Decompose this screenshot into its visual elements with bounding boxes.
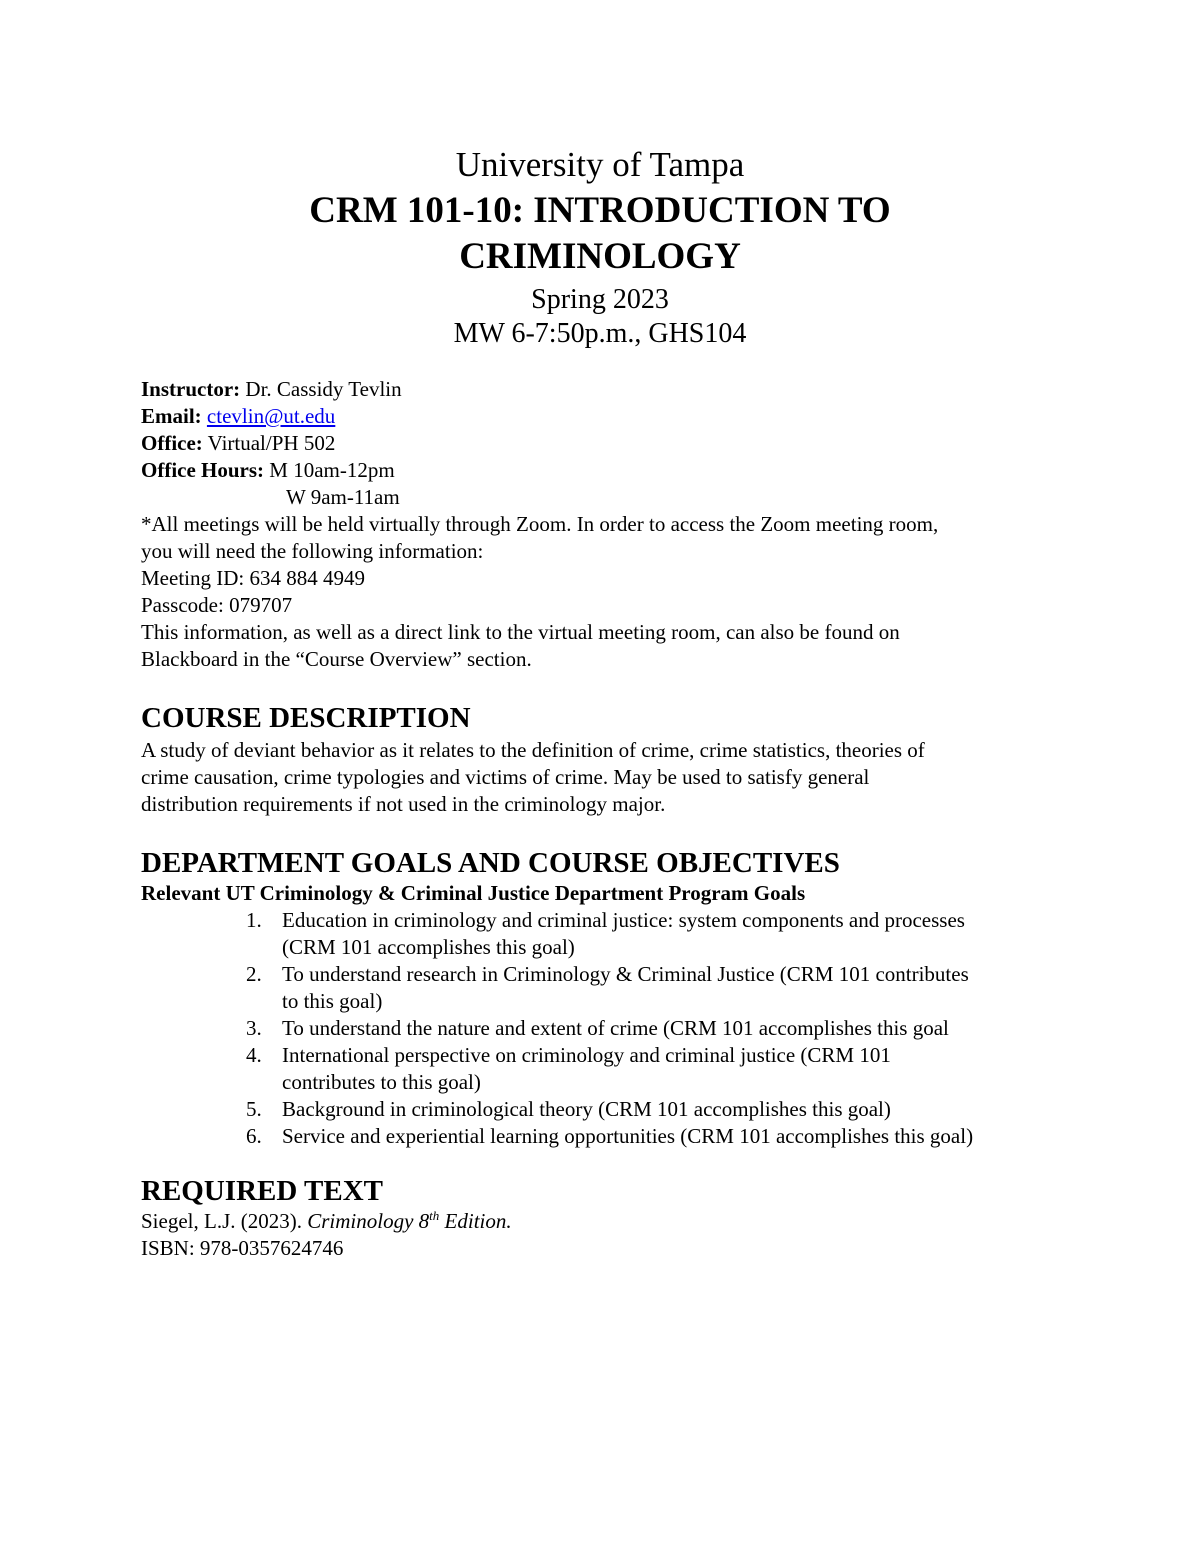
office-label: Office: — [141, 431, 203, 455]
syllabus-header — [0, 142, 1200, 352]
edition-superscript: th — [429, 1208, 440, 1223]
passcode: Passcode: 079707 — [141, 593, 293, 617]
goal-line-1: Background in criminological theory (CRM 101 accomplishes this goal) — [282, 1097, 891, 1121]
goal-item — [246, 1123, 1061, 1150]
office-hours-monday: M 10am-12pm — [269, 458, 395, 482]
info-line-1: This information, as well as a direct link to the virtual meeting room, can also be found on — [141, 620, 900, 644]
goal-item — [246, 1015, 1061, 1042]
email-line — [141, 403, 1061, 430]
course-description-line-3: distribution requirements if not used in the criminology major. — [141, 792, 666, 816]
course-description-heading: COURSE DESCRIPTION — [141, 702, 471, 734]
goals-list — [141, 907, 1061, 1150]
zoom-note-line-2: you will need the following information: — [141, 539, 484, 563]
book-title — [307, 1209, 511, 1233]
goal-item — [246, 961, 1061, 1015]
office-hours-label: Office Hours: — [141, 458, 265, 482]
goal-number: 4. — [246, 1043, 262, 1067]
office-value: Virtual/PH 502 — [207, 431, 336, 455]
goal-item — [246, 1042, 1061, 1096]
goal-line-1: To understand research in Criminology & Criminal Justice (CRM 101 contributes — [282, 962, 969, 986]
email-label: Email: — [141, 404, 202, 428]
goal-number: 6. — [246, 1124, 262, 1148]
instructor-line — [141, 376, 1061, 403]
goal-line-1: International perspective on criminology and criminal justice (CRM 101 — [282, 1043, 891, 1067]
course-description-line-1: A study of deviant behavior as it relates to the definition of crime, crime statistics, theories of — [141, 738, 925, 762]
course-title: CRM 101-10: INTRODUCTION TO CRIMINOLOGY — [309, 190, 891, 277]
goal-line-2: contributes to this goal) — [282, 1070, 481, 1094]
goal-number: 1. — [246, 908, 262, 932]
university-name: University of Tampa — [455, 145, 745, 184]
isbn: ISBN: 978-0357624746 — [141, 1236, 344, 1260]
office-line — [141, 430, 1061, 457]
required-text-citation — [141, 1208, 1061, 1235]
goal-line-1: Education in criminology and criminal justice: system components and processes — [282, 908, 965, 932]
meeting-id: Meeting ID: 634 884 4949 — [141, 566, 365, 590]
citation-author: Siegel, L.J. (2023). — [141, 1209, 302, 1233]
email-link[interactable]: ctevlin@ut.edu — [206, 404, 336, 428]
goal-number: 5. — [246, 1097, 262, 1121]
goal-number: 3. — [246, 1016, 262, 1040]
goal-line-2: (CRM 101 accomplishes this goal) — [282, 935, 575, 959]
goal-line-1: To understand the nature and extent of crime (CRM 101 accomplishes this goal — [282, 1016, 949, 1040]
instructor-name: Dr. Cassidy Tevlin — [245, 377, 402, 401]
required-text-heading: REQUIRED TEXT — [141, 1175, 383, 1207]
instructor-label: Instructor: — [141, 377, 241, 401]
goals-heading: DEPARTMENT GOALS AND COURSE OBJECTIVES — [141, 847, 840, 879]
course-schedule: MW 6-7:50p.m., GHS104 — [453, 318, 747, 349]
goal-line-2: to this goal) — [282, 989, 383, 1013]
edition-suffix: Edition. — [439, 1209, 512, 1233]
goal-number: 2. — [246, 962, 262, 986]
goal-item — [246, 1096, 1061, 1123]
office-hours-line — [141, 457, 1061, 484]
info-line-2: Blackboard in the “Course Overview” section. — [141, 647, 532, 671]
book-title-text: Criminology 8 — [307, 1209, 430, 1233]
goals-subheading: Relevant UT Criminology & Criminal Justice Department Program Goals — [141, 881, 806, 905]
goal-item — [246, 907, 1061, 961]
course-description-text — [141, 737, 1061, 818]
office-hours-wednesday: W 9am-11am — [286, 485, 400, 509]
syllabus-body — [141, 376, 1061, 1262]
goal-line-1: Service and experiential learning opportunities (CRM 101 accomplishes this goal) — [282, 1124, 974, 1148]
course-description-line-2: crime causation, crime typologies and victims of crime. May be used to satisfy general — [141, 765, 870, 789]
zoom-note-line-1: *All meetings will be held virtually through Zoom. In order to access the Zoom meeting room, — [141, 512, 939, 536]
course-term: Spring 2023 — [531, 284, 669, 315]
